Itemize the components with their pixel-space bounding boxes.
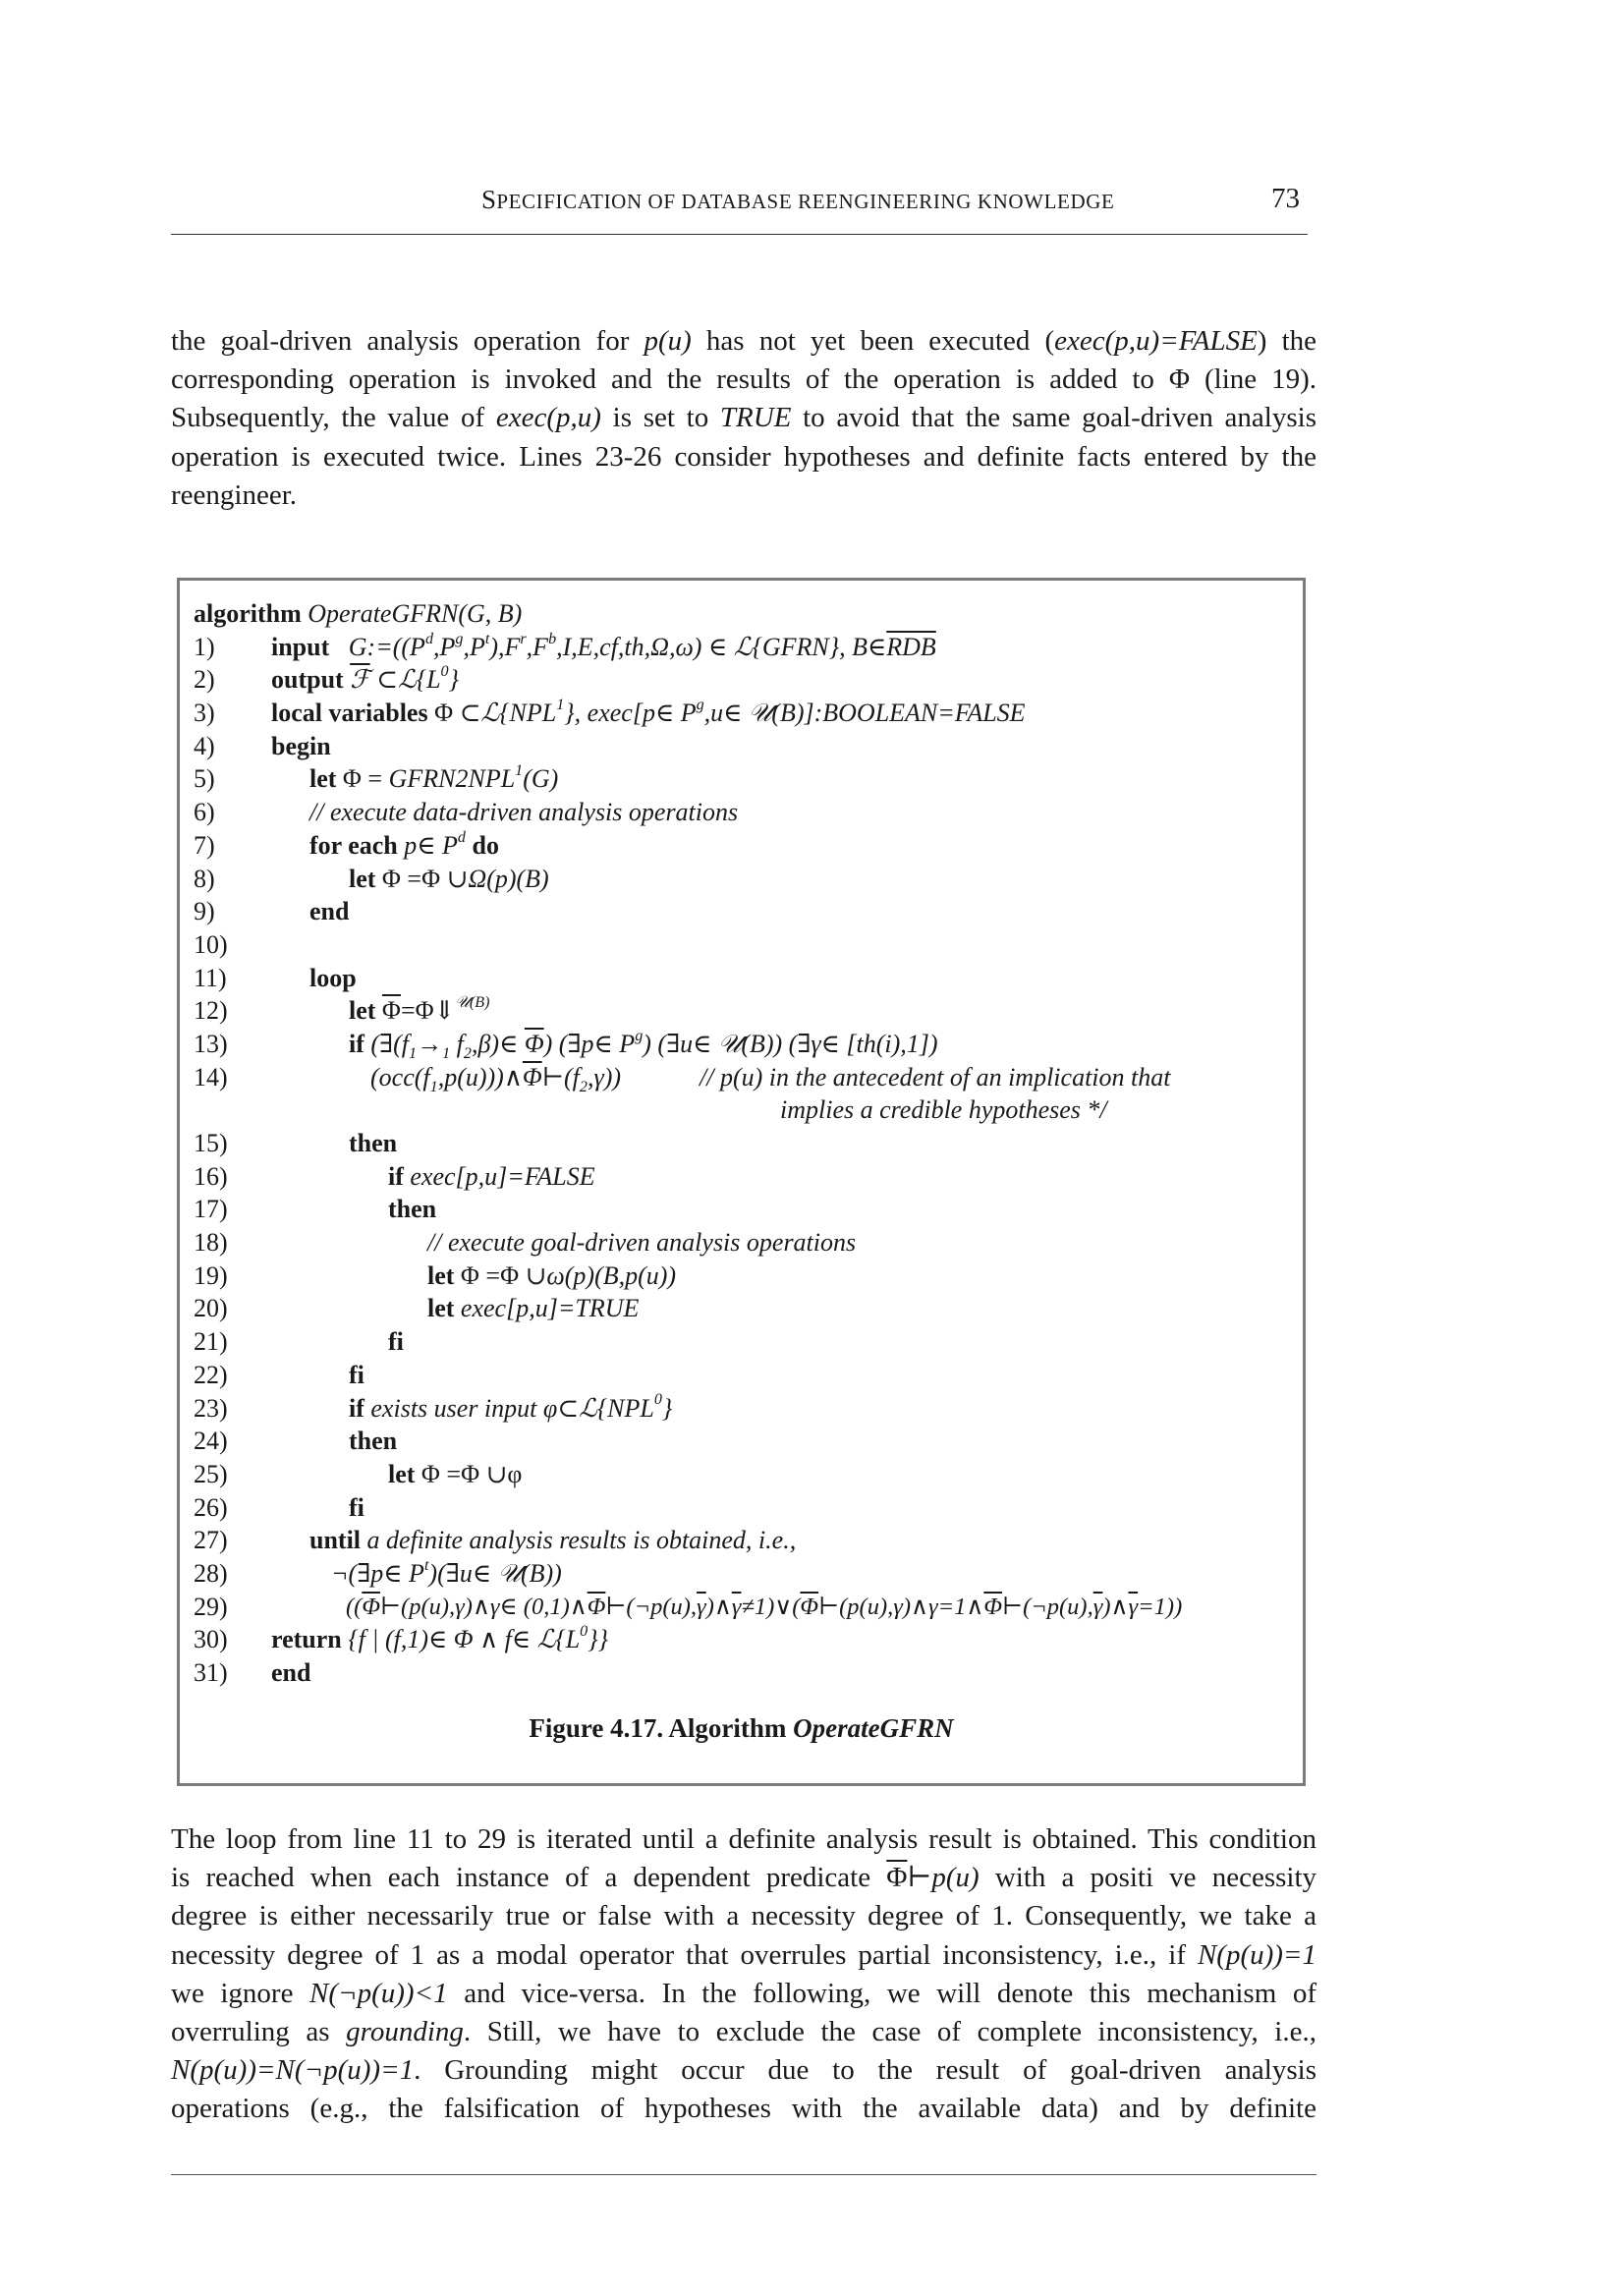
algorithm-signature: algorithm OperateGFRN(G, B) [194,599,523,628]
algorithm-line-12: 12) let $\overline{\Phi}=\Phi⇓^{𝒰(B)}$ [194,994,490,1026]
algorithm-line-1: 1) input $G:=((P^d,P^g,P^t),F^r,F^b,I,E,cf,th,\Omega,\omega)$ ∈ ℒ{GFRN}, $B\in\overline{RDB}$ [194,630,936,661]
algorithm-line-20: 20) let exec[p,u]=TRUE [194,1294,640,1323]
algorithm-line-3: 3) local variables Φ ⊂ℒ{NPL$^1$}, exec[p∈ $P^g,u\in$ 𝒰(B)]:BOOLEAN=FALSE [194,697,1026,728]
paragraph-1-line-5: reengineer. [171,478,298,511]
running-title: SPECIFICATION OF DATABASE REENGINEERING KNOWLEDGE [481,185,1115,214]
algorithm-line-26: 26) fi [194,1492,364,1522]
algorithm-line-15: 15) then [194,1129,398,1157]
paragraph-1-line-2: corresponding operation is invoked and the results of the operation is added to Φ (line 19). [171,364,1316,396]
algorithm-line-24: 24) then [194,1427,398,1456]
algorithm-line-25: 25) let Φ =Φ ∪φ [194,1459,523,1488]
algorithm-line-19: 19) let Φ =Φ ∪ω(p)(B,p(u)) [194,1260,677,1290]
algorithm-line-14-continued: implies a credible hypotheses */ [780,1095,1107,1125]
algorithm-line-29: 29) (($\overline{\Phi}⊢(p(u),\gamma)\wedge\gamma\in$ $(0,1)\wedge\overline{\Phi}⊢(\neg p(u),\overline{\gamma})\wedge\overline{\gamma}\ne 1)\vee(\overline{\Phi}⊢(p(u),\gamma)\wedge\gamma=1\wedge\overline{\Phi}⊢(\neg p(u),\overline{\gamma})\wedge\overline{\gamma}=1)$) [194,1592,1183,1621]
paragraph-2-line-2: is reached when each instance of a dependent predicate $\overline{\Phi}⊢p(u)$ with a positi ve necessity [171,1862,1317,1894]
algorithm-line-22: 22) fi [194,1360,364,1389]
page-number: 73 [1271,183,1300,214]
algorithm-line-28: 28) ¬(∃p∈ $P^t)(\exists u\in$ 𝒰(B)) [194,1556,562,1588]
algorithm-line-21: 21) fi [194,1327,404,1357]
algorithm-line-10: 10) [194,929,228,959]
algorithm-line-13: 13) if ($\exists(f_1\to_1$ $f_2,\beta)\in$ $\overline{\Phi}$) (∃p∈ $P^g$) (∃u∈ 𝒰(B)) (∃γ∈ [th(i),1]) [194,1027,938,1063]
algorithm-line-30: 30) return {f | (f,1)∈ Φ ∧ f∈ $ℒ\{L^0\}$} [194,1623,609,1654]
algorithm-line-23: 23) if exists user input φ⊂ℒ{NPL$^0$} [194,1391,673,1423]
algorithm-line-18: 18) // execute goal-driven analysis operations [194,1228,857,1258]
header-rule [171,234,1308,235]
paragraph-2-line-1: The loop from line 11 to 29 is iterated until a definite analysis result is obtained. This condition [171,1823,1316,1855]
algorithm-line-5: 5) let $\Phi = GFRN2NPL^1(G)$ [194,762,559,794]
paragraph-2-line-4: necessity degree of 1 as a modal operator that overrules partial inconsistency, i.e., if N(p(u))=1 [171,1938,1316,1971]
algorithm-line-27: 27) until a definite analysis results is obtained, i.e., [194,1526,797,1555]
paragraph-2-line-7: N(p(u))=N(¬p(u))=1. Grounding might occur due to the result of goal-driven analysis [171,2054,1316,2087]
paragraph-2 [171,1820,1316,2129]
paragraph-2-line-5: we ignore N(¬p(u))<1 and vice-versa. In the following, we will denote this mechanism of [171,1977,1316,2009]
algorithm-line-14: 14) $(occ(f_1,p(u)))\wedge\overline{\Phi}⊢(f_2,\gamma)$) // p(u) in the antecedent of an implication that [194,1062,1171,1095]
algorithm-line-17: 17) then [194,1195,437,1224]
algorithm-line-6: 6) // execute data-driven analysis operations [194,798,739,827]
paragraph-1-line-4: operation is executed twice. Lines 23-26 consider hypotheses and definite facts entered by the [171,440,1316,473]
algorithm-line-11: 11) loop [194,963,357,992]
paragraph-1-line-3: Subsequently, the value of exec(p,u) is set to TRUE to avoid that the same goal-driven analysis [171,402,1316,434]
algorithm-listing [194,597,1304,1690]
paragraph-1-line-1: the goal-driven analysis operation for p(u) has not yet been executed (exec(p,u)=FALSE) the [171,325,1317,357]
figure-caption: Figure 4.17. Algorithm OperateGFRN [529,1713,954,1743]
paragraph-2-line-6: overruling as grounding. Still, we have to exclude the case of complete inconsistency, i.e., [171,2015,1316,2047]
paragraph-1 [171,322,1316,515]
algorithm-line-31: 31) end [194,1658,311,1687]
algorithm-line-8: 8) let Φ =Φ ∪Ω(p)(B) [194,864,549,893]
paragraph-2-line-8: operations (e.g., the falsification of hypotheses with the available data) and by definite [171,2093,1316,2125]
footer-rule [171,2174,1316,2175]
algorithm-line-4: 4) begin [194,731,331,760]
algorithm-line-2: 2) output ℱ $\subset ℒ\{L^0\}$ [194,663,459,695]
paragraph-2-line-3: degree is either necessarily true or false with a necessity degree of 1. Consequently, we take a [171,1900,1316,1932]
algorithm-line-16: 16) if exec[p,u]=FALSE [194,1161,595,1191]
algorithm-line-9: 9) end [194,897,350,926]
algorithm-line-7: 7) for each p∈ $P^d$ do [194,828,499,860]
